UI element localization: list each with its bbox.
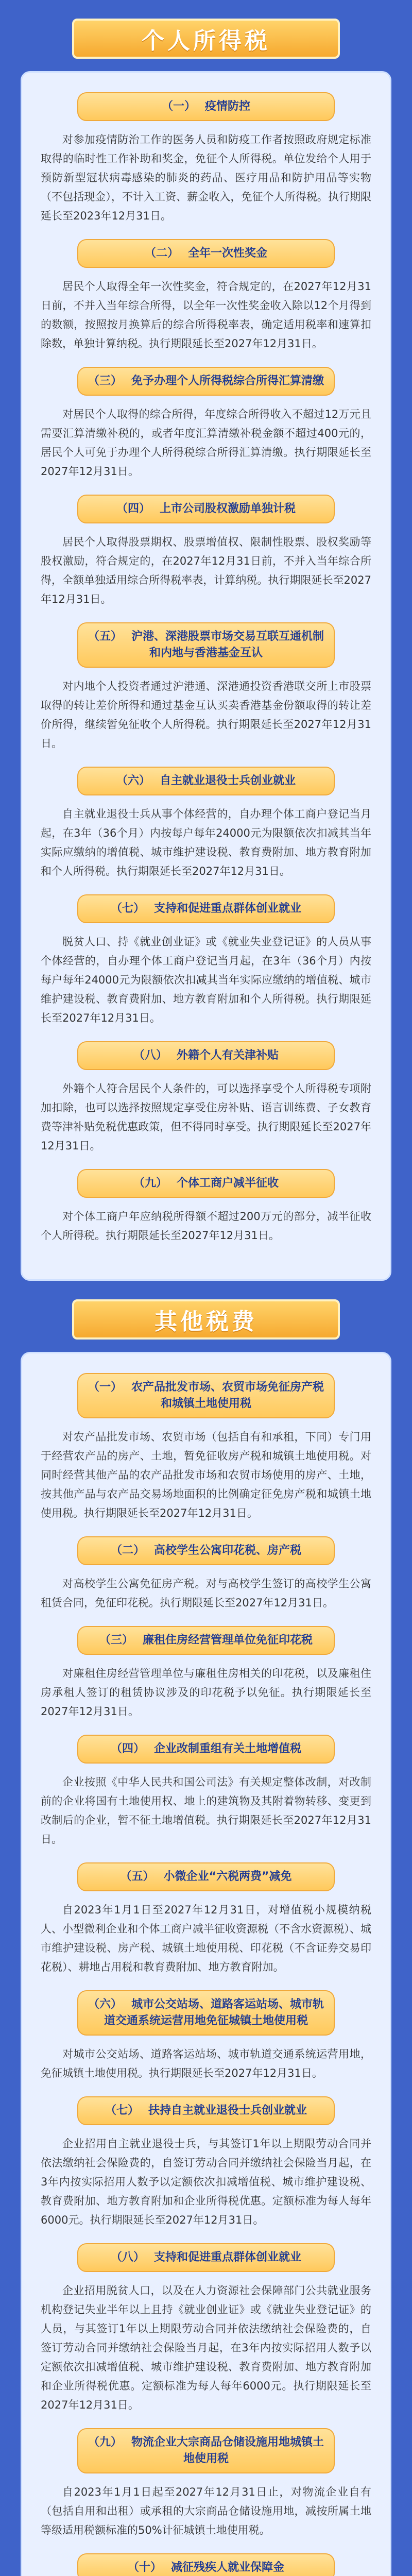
section-number: （一） xyxy=(88,1381,122,1394)
section-paragraph: 对农产品批发市场、农贸市场（包括自有和承租，下同）专门用于经营农产品的房产、土地，暂免征收房产税和城镇土地使用税。对同时经营其他产品的农产品批发市场和农贸市场使用的房产、土地，按其他产品与农产品交易场地面积的比例确定征免房产税和城镇土地使用税。执行期限延长至2027年12月31日。 xyxy=(41,1431,371,1519)
policy-section xyxy=(41,1990,371,2083)
policy-section xyxy=(41,1536,371,1613)
section-heading xyxy=(77,1041,335,1070)
section-heading xyxy=(77,1990,335,2036)
section-number: （八） xyxy=(110,2251,145,2264)
section-paragraph: 企业招用脱贫人口，以及在人力资源社会保障部门公共就业服务机构登记失业半年以上且持《就业创业证》或《就业失业登记证》的人员，与其签订1年以上期限劳动合同并依法缴纳社会保险费的，自签订劳动合同并缴纳社会保险当月起，在3年内按实际招用人数予以定额依次扣减增值税、城市维护建设税、教育费附加、地方教育附加和企业所得税优惠。定额标准为每人每年6000元。执行期限延长至2027年12月31日。 xyxy=(41,2284,371,2411)
section-paragraph: 对内地个人投资者通过沪港通、深港通投资香港联交所上市股票取得的转让差价所得和通过基金互认买卖香港基金份额取得的转让差价所得，继续暂免征收个人所得税。执行期限延长至2027年12月31日。 xyxy=(41,680,371,750)
section-number: （七） xyxy=(110,902,145,915)
section-heading xyxy=(77,2428,335,2473)
section-heading xyxy=(77,2553,335,2576)
section-heading xyxy=(77,1862,335,1891)
policy-section xyxy=(41,92,371,226)
section-title: 疫情防控 xyxy=(205,100,251,113)
banner-title: 个人所得税 xyxy=(142,28,270,54)
section-title: 支持和促进重点群体创业就业 xyxy=(154,2251,302,2264)
section-number: （四） xyxy=(110,1742,145,1755)
section-number: （六） xyxy=(116,774,150,787)
section-paragraph: 对廉租住房经营管理单位与廉租住房相关的印花税，以及廉租住房承租人签订的租赁协议涉及的印花税予以免征。执行期限延长至2027年12月31日。 xyxy=(41,1667,371,1718)
policy-section xyxy=(41,239,371,353)
section-number: （三） xyxy=(88,375,122,387)
section-number: （四） xyxy=(116,502,150,515)
section-title: 上市公司股权激励单独计税 xyxy=(160,502,296,515)
section-number: （三） xyxy=(99,1634,133,1647)
section-paragraph: 自主就业退役士兵从事个体经营的，自办理个体工商户登记当月起，在3年（36个月）内按每户每年24000元为限额依次扣减其当年实际应缴纳的增值税、城市维护建设税、教育费附加、地方教育附加和个人所得税。执行期限延长至2027年12月31日。 xyxy=(41,808,371,877)
section-title: 支持和促进重点群体创业就业 xyxy=(154,902,302,915)
section-number: （六） xyxy=(88,1998,122,2011)
policy-section xyxy=(41,2428,371,2540)
policy-section xyxy=(41,1373,371,1523)
policy-section xyxy=(41,1735,371,1849)
policy-section xyxy=(41,1862,371,1977)
section-title: 减征残疾人就业保障金 xyxy=(171,2561,285,2574)
policy-section xyxy=(41,767,371,881)
section-number: （一） xyxy=(161,100,196,113)
section-heading xyxy=(77,622,335,668)
section-title: 小微企业“六税两费”减免 xyxy=(163,1870,292,1883)
section-heading xyxy=(77,2096,335,2125)
personal-tax-card xyxy=(21,71,391,1281)
section-heading xyxy=(77,1169,335,1198)
section-title: 扶持自主就业退役士兵创业就业 xyxy=(148,2104,307,2117)
section-number: （七） xyxy=(105,2104,139,2117)
section-heading xyxy=(77,1536,335,1565)
section-paragraph: 居民个人取得股票期权、股票增值权、限制性股票、股权奖励等股权激励，符合规定的，在2027年12月31日前，不并入当年综合所得，全额单独适用综合所得税率表，计算纳税。执行期限延长至2027年12月31日。 xyxy=(41,536,371,605)
section-title: 企业改制重组有关土地增值税 xyxy=(154,1742,302,1755)
section-banner-personal-tax xyxy=(72,19,340,59)
section-title: 城市公交站场、道路客运站场、城市轨道交通系统运营用地免征城镇土地使用税 xyxy=(104,1998,324,2027)
section-number: （二） xyxy=(110,1544,145,1557)
policy-section xyxy=(41,495,371,609)
section-heading xyxy=(77,239,335,268)
section-banner-other-tax xyxy=(72,1299,340,1340)
policy-section xyxy=(41,1169,371,1245)
section-paragraph: 对参加疫情防治工作的医务人员和防疫工作者按照政府规定标准取得的临时性工作补助和奖金，免征个人所得税。单位发给个人用于预防新型冠状病毒感染的肺炎的药品、医疗用品和防护用品等实物（不包括现金），不计入工资、薪金收入，免征个人所得税。执行期限延长至2023年12月31日。 xyxy=(41,133,371,222)
section-paragraph: 对城市公交站场、道路客运站场、城市轨道交通系统运营用地，免征城镇土地使用税。执行期限延长至2027年12月31日。 xyxy=(41,2048,371,2079)
section-heading xyxy=(77,1626,335,1655)
section-number: （五） xyxy=(120,1870,154,1883)
section-paragraph: 企业招用自主就业退役士兵，与其签订1年以上期限劳动合同并依法缴纳社会保险费的，自签订劳动合同并缴纳社会保险当月起，在3年内按实际招用人数予以定额依次扣减增值税、城市维护建设税、教育费附加、地方教育附加和企业所得税优惠。定额标准为每人每年6000元。执行期限延长至2027年12月31日。 xyxy=(41,2138,371,2226)
section-title: 沪港、深港股票市场交易互联互通机制和内地与香港基金互认 xyxy=(131,630,324,659)
section-paragraph: 外籍个人符合居民个人条件的，可以选择享受个人所得税专项附加扣除，也可以选择按照规定享受住房补贴、语言训练费、子女教育费等津补贴免税优惠政策，但不得同时享受。执行期限延长至2027年12月31日。 xyxy=(41,1082,371,1152)
section-number: （九） xyxy=(133,1177,167,1190)
policy-section xyxy=(41,1041,371,1156)
policy-section xyxy=(41,622,371,753)
policy-section xyxy=(41,1626,371,1721)
section-paragraph: 对个体工商户年应纳税所得额不超过200万元的部分，减半征收个人所得税。执行期限延长至2027年12月31日。 xyxy=(41,1210,371,1242)
section-paragraph: 对居民个人取得的综合所得，年度综合所得收入不超过12万元且需要汇算清缴补税的，或者年度汇算清缴补税金额不超过400元的，居民个人可免于办理个人所得税综合所得汇算清缴。执行期限延长至2027年12月31日。 xyxy=(41,408,371,478)
section-number: （五） xyxy=(88,630,122,643)
section-number: （二） xyxy=(144,247,179,260)
section-title: 全年一次性奖金 xyxy=(188,247,268,260)
section-title: 个体工商户减半征收 xyxy=(177,1177,279,1190)
section-heading xyxy=(77,1373,335,1418)
section-paragraph: 脱贫人口、持《就业创业证》或《就业失业登记证》的人员从事个体经营的，自办理个体工商户登记当月起，在3年（36个月）内按每户每年24000元为限额依次扣减其当年实际应缴纳的增值税、城市维护建设税、教育费附加、地方教育附加和个人所得税。执行期限延长至2027年12月31日。 xyxy=(41,936,371,1024)
section-paragraph: 对高校学生公寓免征房产税。对与高校学生签订的高校学生公寓租赁合同，免征印花税。执行期限延长至2027年12月31日。 xyxy=(41,1578,371,1609)
section-title: 免予办理个人所得税综合所得汇算清缴 xyxy=(131,375,324,387)
section-number: （九） xyxy=(88,2436,122,2449)
policy-section xyxy=(41,2553,371,2576)
section-paragraph: 自2023年1月1日起至2027年12月31日止，对物流企业自有（包括自用和出租）或承租的大宗商品仓储设施用地，减按所属土地等级适用税额标准的50%计征城镇土地使用税。 xyxy=(41,2486,371,2536)
section-title: 自主就业退役士兵创业就业 xyxy=(160,774,296,787)
policy-section xyxy=(41,367,371,481)
section-number: （八） xyxy=(133,1049,167,1062)
section-title: 物流企业大宗商品仓储设施用地城镇土地使用税 xyxy=(131,2436,324,2465)
section-heading xyxy=(77,92,335,121)
section-title: 高校学生公寓印花税、房产税 xyxy=(154,1544,302,1557)
policy-section xyxy=(41,894,371,1028)
section-title: 农产品批发市场、农贸市场免征房产税和城镇土地使用税 xyxy=(131,1381,324,1410)
policy-section xyxy=(41,2096,371,2230)
section-heading xyxy=(77,495,335,523)
section-heading xyxy=(77,2243,335,2272)
banner-title: 其他税费 xyxy=(154,1309,258,1335)
other-tax-card xyxy=(21,1352,391,2576)
section-heading xyxy=(77,367,335,396)
section-heading xyxy=(77,894,335,923)
section-heading xyxy=(77,1735,335,1764)
section-heading xyxy=(77,767,335,795)
section-title: 廉租住房经营管理单位免征印花税 xyxy=(143,1634,313,1647)
section-paragraph: 居民个人取得全年一次性奖金，符合规定的，在2027年12月31日前，不并入当年综合所得，以全年一次性奖金收入除以12个月得到的数额，按照按月换算后的综合所得税率表，确定适用税率和速算扣除数，单独计算纳税。执行期限延长至2027年12月31日。 xyxy=(41,280,371,350)
section-title: 外籍个人有关津补贴 xyxy=(177,1049,279,1062)
policy-section xyxy=(41,2243,371,2415)
section-paragraph: 自2023年1月1日至2027年12月31日，对增值税小规模纳税人、小型微利企业和个体工商户减半征收资源税（不含水资源税）、城市维护建设税、房产税、城镇土地使用税、印花税（不含证券交易印花税）、耕地占用税和教育费附加、地方教育附加。 xyxy=(41,1904,371,1973)
section-paragraph: 企业按照《中华人民共和国公司法》有关规定整体改制，对改制前的企业将国有土地使用权、地上的建筑物及其附着物转移、变更到改制后的企业，暂不征土地增值税。执行期限延长至2027年12月31日。 xyxy=(41,1776,371,1845)
section-number: （十） xyxy=(127,2561,162,2574)
